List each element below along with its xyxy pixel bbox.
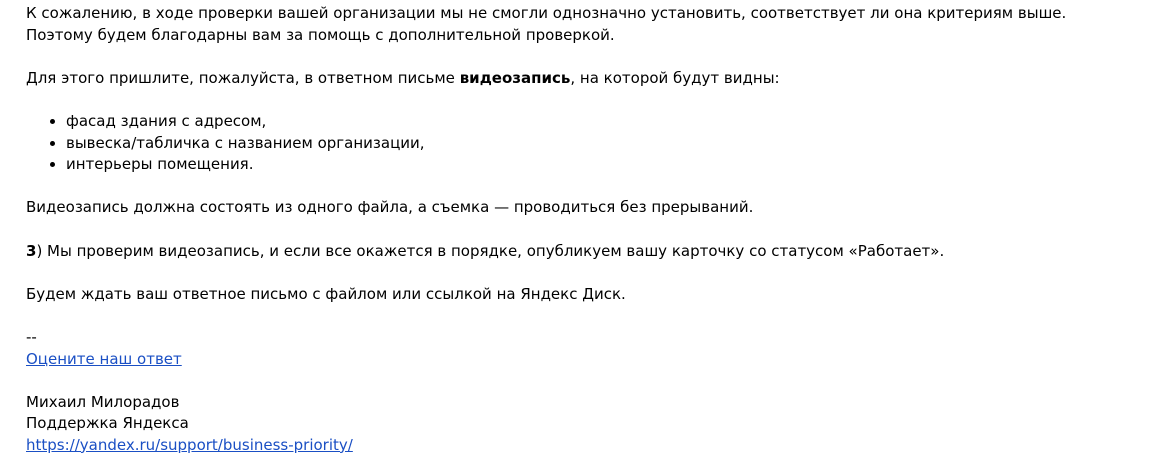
requirement-item: • вывеска/табличка с названием организации,	[66, 133, 1136, 155]
signature-team: Поддержка Яндекса	[26, 414, 189, 433]
video-request-paragraph	[26, 68, 1136, 90]
requirement-item: • интерьеры помещения.	[66, 154, 1136, 176]
video-request-emphasis: видеозапись	[459, 68, 571, 87]
requirements-list	[26, 111, 1136, 176]
support-url-link[interactable]: https://yandex.ru/support/business-priority/	[26, 435, 353, 454]
step3-text: ) Мы проверим видеозапись, и если все окажется в порядке, опубликуем вашу карточку со статусом «Работает».	[36, 241, 945, 260]
intro-paragraph: К сожалению, в ходе проверки вашей организации мы не смогли однозначно установить, соответствует ли она критериям выше. Поэтому будем благодарны вам за помощь с дополнительной проверкой.	[26, 4, 1067, 44]
signature-separator: --	[26, 327, 37, 346]
support-url-line	[26, 435, 1136, 457]
step3-number: 3	[26, 241, 37, 260]
rate-answer-link[interactable]: Оцените наш ответ	[26, 349, 182, 368]
step3-paragraph	[26, 241, 1136, 263]
closing-paragraph: Будем ждать ваш ответное письмо с файлом или ссылкой на Яндекс Диск.	[26, 284, 626, 303]
rate-answer-line	[26, 349, 1136, 371]
video-rule-paragraph: Видеозапись должна состоять из одного файла, а съемка — проводиться без прерываний.	[26, 198, 754, 217]
requirement-item: • фасад здания с адресом,	[66, 111, 1136, 133]
video-request-text-before: Для этого пришлите, пожалуйста, в ответном письме	[26, 68, 460, 87]
signature-name: Михаил Милорадов	[26, 392, 180, 411]
video-request-text-after: , на которой будут видны:	[570, 68, 780, 87]
